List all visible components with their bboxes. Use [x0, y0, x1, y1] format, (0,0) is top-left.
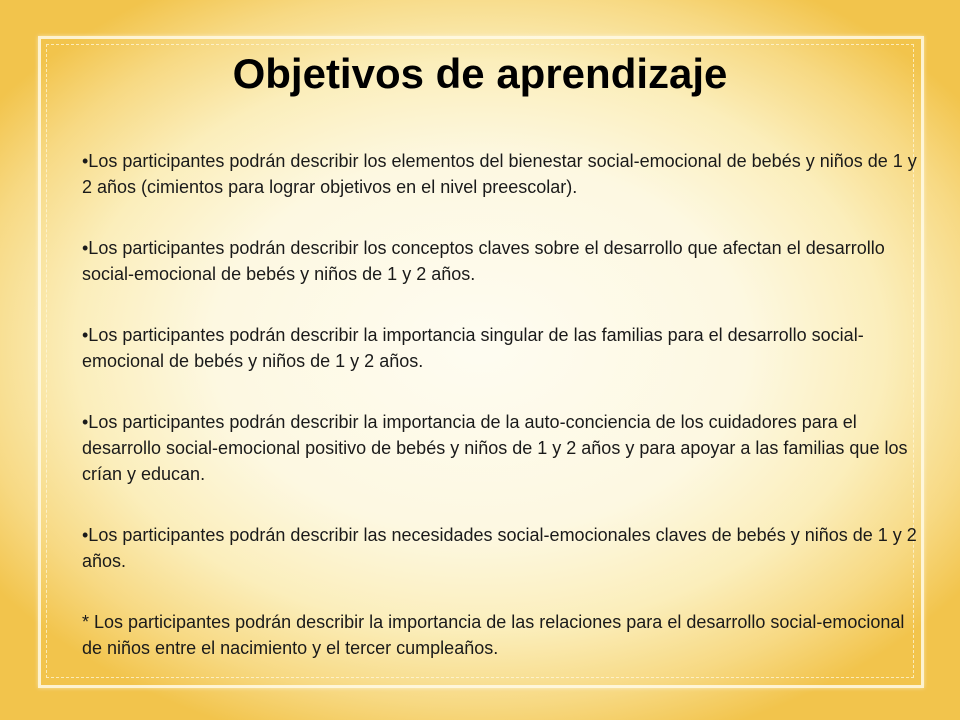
objectives-list — [82, 148, 918, 661]
objective-item: •Los participantes podrán describir los conceptos claves sobre el desarrollo que afectan el desarrollo social-emocional de bebés y niños de 1 y 2 años. — [82, 238, 885, 284]
slide-title: Objetivos de aprendizaje — [232, 50, 728, 97]
objective-item: •Los participantes podrán describir los elementos del bienestar social-emocional de bebés y niños de 1 y 2 años (cimientos para lograr objetivos en el nivel preescolar). — [82, 151, 917, 197]
objective-item: * Los participantes podrán describir la importancia de las relaciones para el desarrollo social-emocional de niños entre el nacimiento y el tercer cumpleaños. — [82, 612, 905, 658]
objective-item: •Los participantes podrán describir la importancia de la auto-conciencia de los cuidadores para el desarrollo social-emocional positivo de bebés y niños de 1 y 2 años y para apoyar a las familias que los crían y educan. — [82, 412, 908, 484]
objective-item: •Los participantes podrán describir la importancia singular de las familias para el desarrollo social-emocional de bebés y niños de 1 y 2 años. — [82, 325, 864, 371]
objective-item: •Los participantes podrán describir las necesidades social-emocionales claves de bebés y niños de 1 y 2 años. — [82, 525, 917, 571]
